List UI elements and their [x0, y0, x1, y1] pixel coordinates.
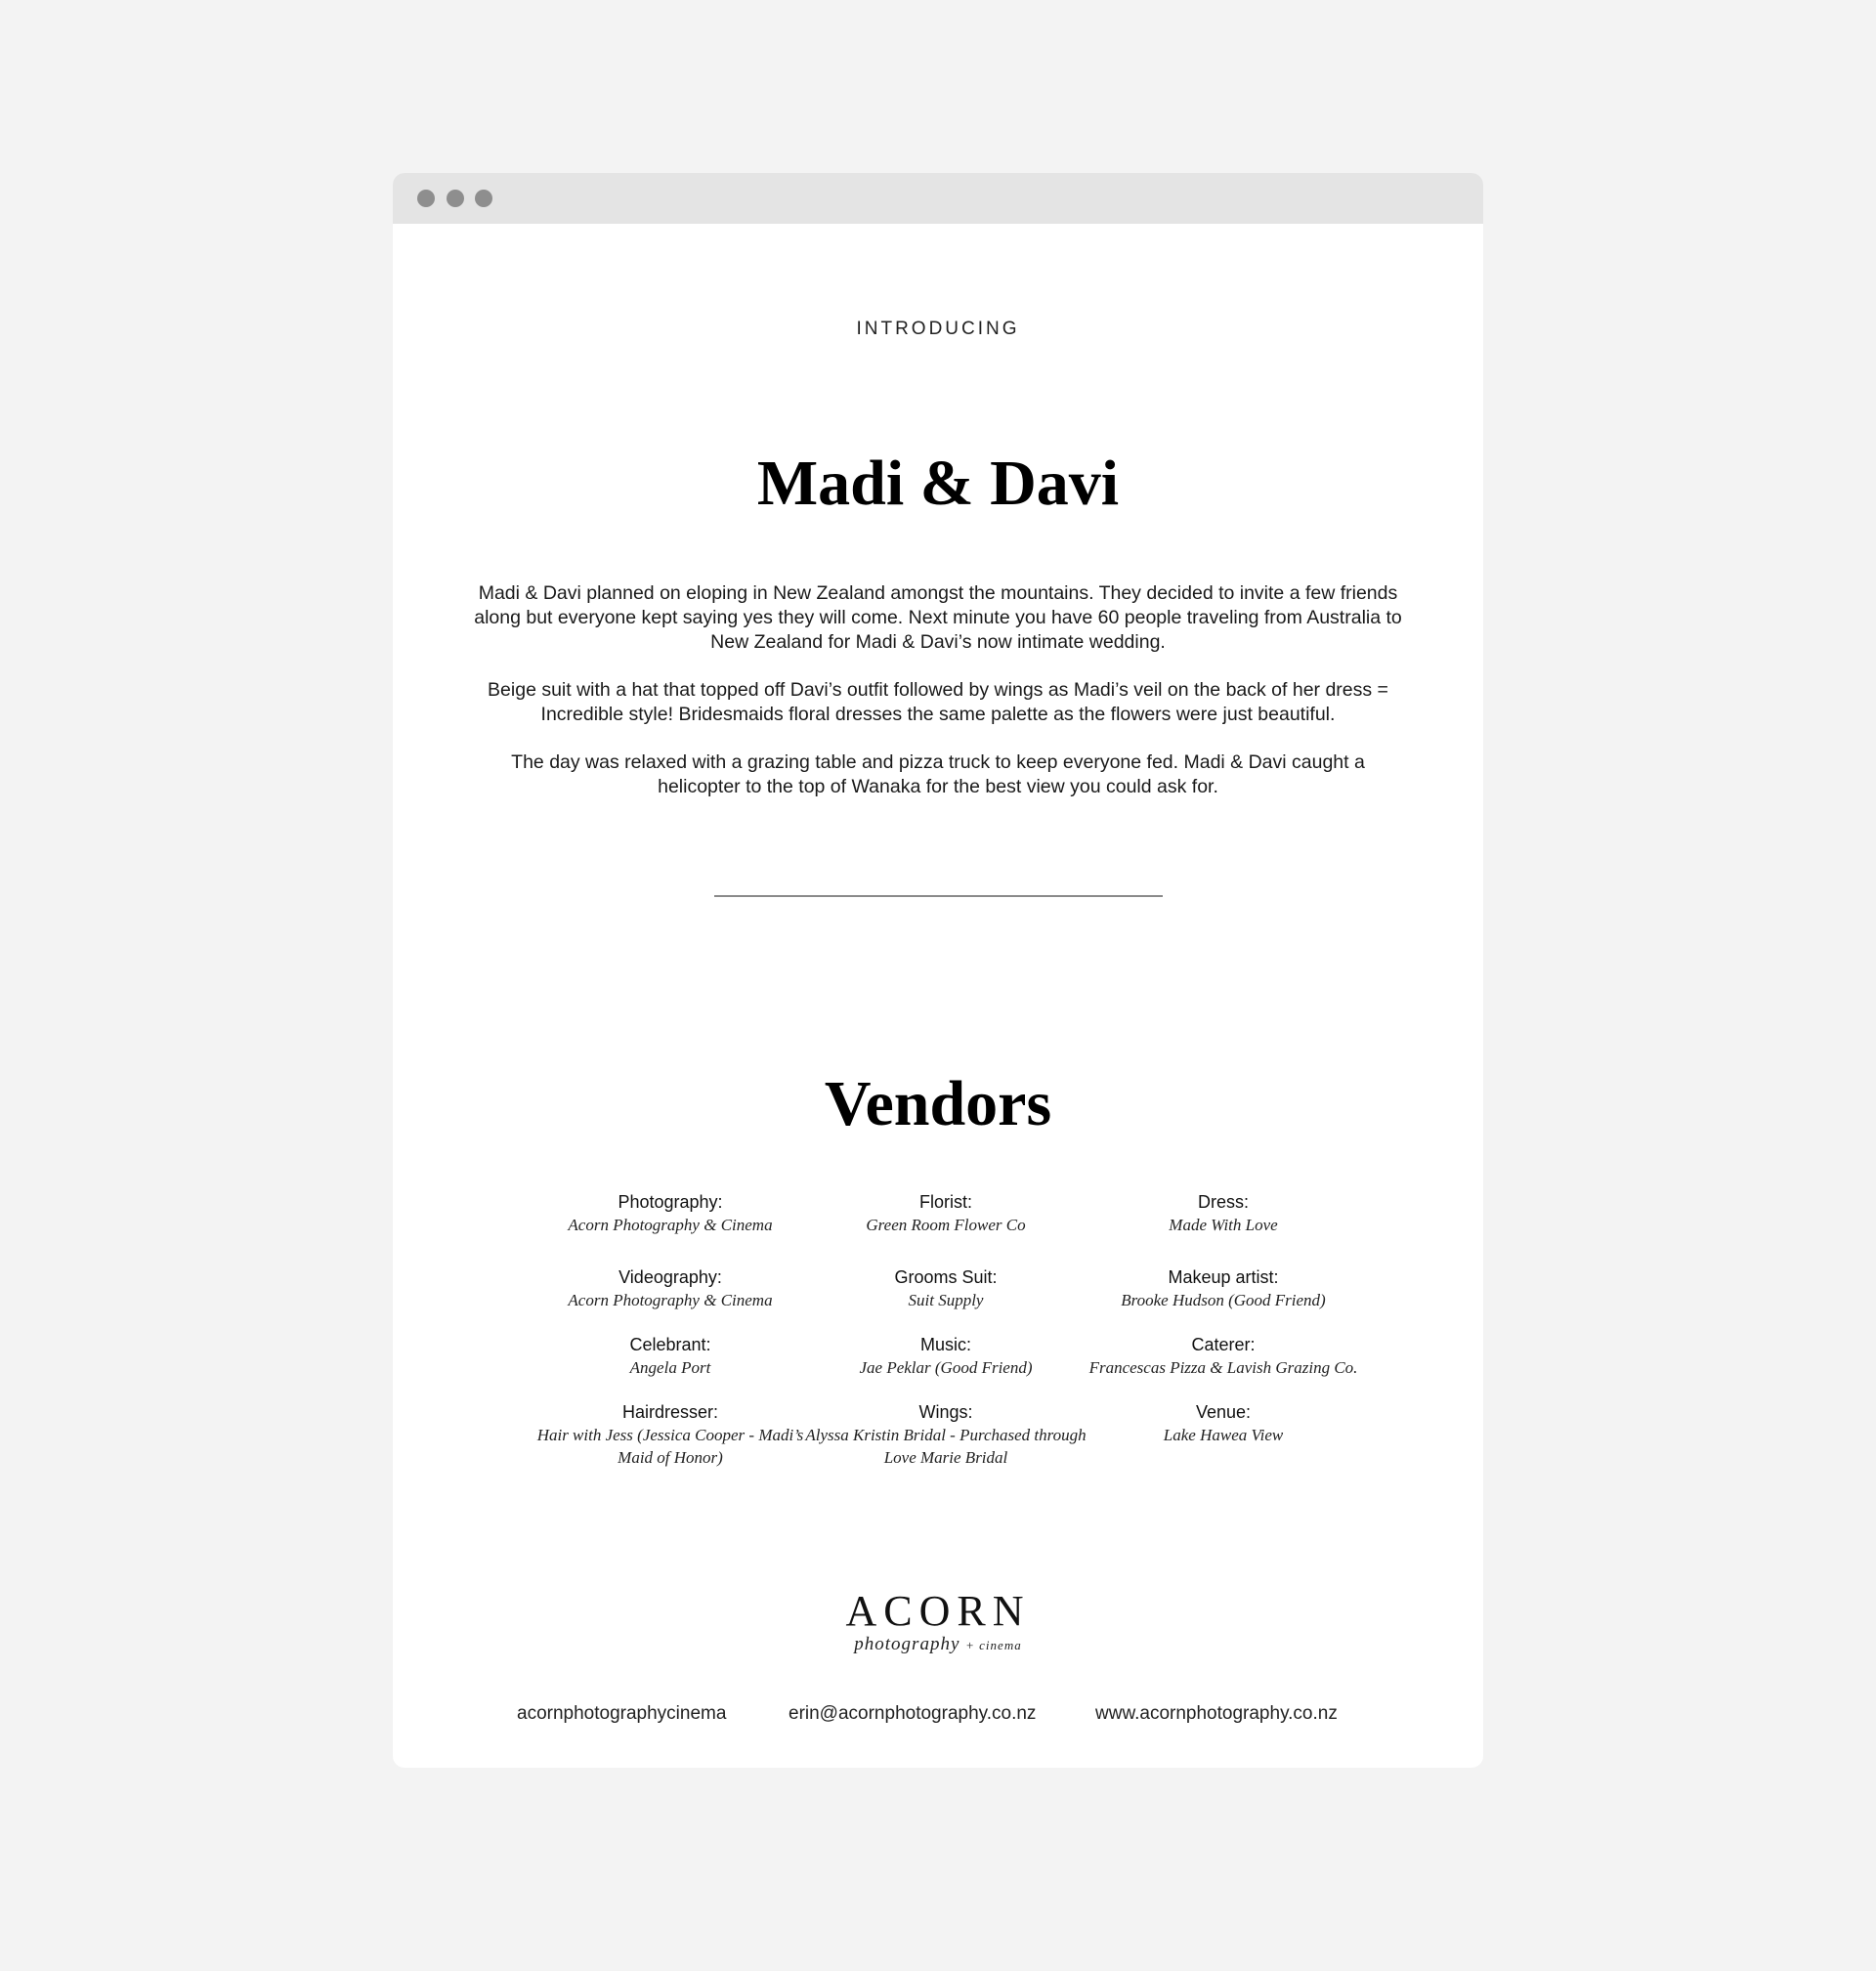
- vendor-hairdresser: [529, 1401, 812, 1469]
- vendor-videography: [529, 1266, 812, 1311]
- vendor-name: Suit Supply: [908, 1291, 984, 1309]
- instagram-handle-link[interactable]: acornphotographycinema: [517, 1703, 727, 1724]
- window-control-dot[interactable]: [475, 190, 492, 207]
- vendor-name: Green Room Flower Co: [866, 1216, 1026, 1234]
- vendor-celebrant: [529, 1334, 812, 1379]
- section-divider: [714, 895, 1163, 897]
- logo-tagline-sub: + cinema: [965, 1638, 1022, 1652]
- logo-tagline-main: photography: [854, 1634, 960, 1654]
- vendor-name: Brooke Hudson (Good Friend): [1121, 1291, 1326, 1309]
- vendor-name: Acorn Photography & Cinema: [568, 1291, 773, 1309]
- eyebrow-label: INTRODUCING: [856, 319, 1020, 339]
- intro-paragraph: Beige suit with a hat that topped off Davi’s outfit followed by wings as Madi’s veil on the back of her dress = Incredible style! Bridesmaids floral dresses the same palette as the flowers were just beautiful.: [488, 679, 1388, 725]
- vendors-title: Vendors: [824, 1068, 1052, 1139]
- vendor-caterer: [1052, 1334, 1394, 1379]
- vendor-photography: [529, 1191, 812, 1236]
- vendor-florist: [804, 1191, 1087, 1236]
- vendor-name: Made With Love: [1169, 1216, 1278, 1234]
- vendor-role: Hairdresser:: [621, 1402, 719, 1422]
- vendor-dress: [1082, 1191, 1365, 1236]
- website-link[interactable]: www.acornphotography.co.nz: [1095, 1703, 1338, 1724]
- window-control-dot[interactable]: [447, 190, 464, 207]
- vendor-music: [804, 1334, 1087, 1379]
- acorn-logo: [816, 1587, 1060, 1678]
- vendor-role: Music:: [919, 1335, 971, 1354]
- logo-tagline: [816, 1635, 1060, 1653]
- vendor-role: Grooms Suit:: [894, 1267, 998, 1287]
- vendor-name: Angela Port: [629, 1358, 711, 1377]
- window-control-dot[interactable]: [417, 190, 435, 207]
- intro-text: [473, 581, 1403, 823]
- vendor-venue: [1082, 1401, 1365, 1446]
- vendor-wings: [804, 1401, 1087, 1469]
- page-title: Madi & Davi: [756, 448, 1120, 519]
- vendor-role: Dress:: [1197, 1192, 1249, 1212]
- vendor-name: Hair with Jess (Jessica Cooper - Madi’s Maid of Honor): [536, 1426, 804, 1467]
- browser-window: [393, 173, 1483, 1768]
- vendor-name: Jae Peklar (Good Friend): [859, 1358, 1033, 1377]
- vendor-name: Lake Hawea View: [1163, 1426, 1284, 1444]
- vendor-role: Caterer:: [1191, 1335, 1256, 1354]
- vendor-grooms-suit: [804, 1266, 1087, 1311]
- window-titlebar: [393, 173, 1483, 224]
- vendor-role: Florist:: [919, 1192, 972, 1212]
- vendor-role: Photography:: [618, 1192, 723, 1212]
- vendor-role: Makeup artist:: [1168, 1267, 1279, 1287]
- vendor-makeup-artist: [1082, 1266, 1365, 1311]
- email-link[interactable]: erin@acornphotography.co.nz: [789, 1703, 1037, 1724]
- vendor-name: Francescas Pizza & Lavish Grazing Co.: [1088, 1358, 1358, 1377]
- vendor-role: Venue:: [1195, 1402, 1252, 1422]
- vendor-role: Wings:: [918, 1402, 973, 1422]
- vendor-role: Celebrant:: [629, 1335, 711, 1354]
- intro-paragraph: The day was relaxed with a grazing table and pizza truck to keep everyone fed. Madi & Davi caught a helicopter to the top of Wanaka for the best view you could ask for.: [511, 751, 1365, 797]
- logo-wordmark: ACORN: [845, 1587, 1031, 1635]
- vendor-name: Acorn Photography & Cinema: [568, 1216, 773, 1234]
- vendor-name: Alyssa Kristin Bridal - Purchased through Love Marie Bridal: [805, 1426, 1087, 1467]
- vendor-role: Videography:: [618, 1267, 722, 1287]
- intro-paragraph: Madi & Davi planned on eloping in New Zealand amongst the mountains. They decided to invite a few friends along but everyone kept saying yes they will come. Next minute you have 60 people traveling from Australia to New Zealand for Madi & Davi’s now intimate wedding.: [474, 582, 1402, 653]
